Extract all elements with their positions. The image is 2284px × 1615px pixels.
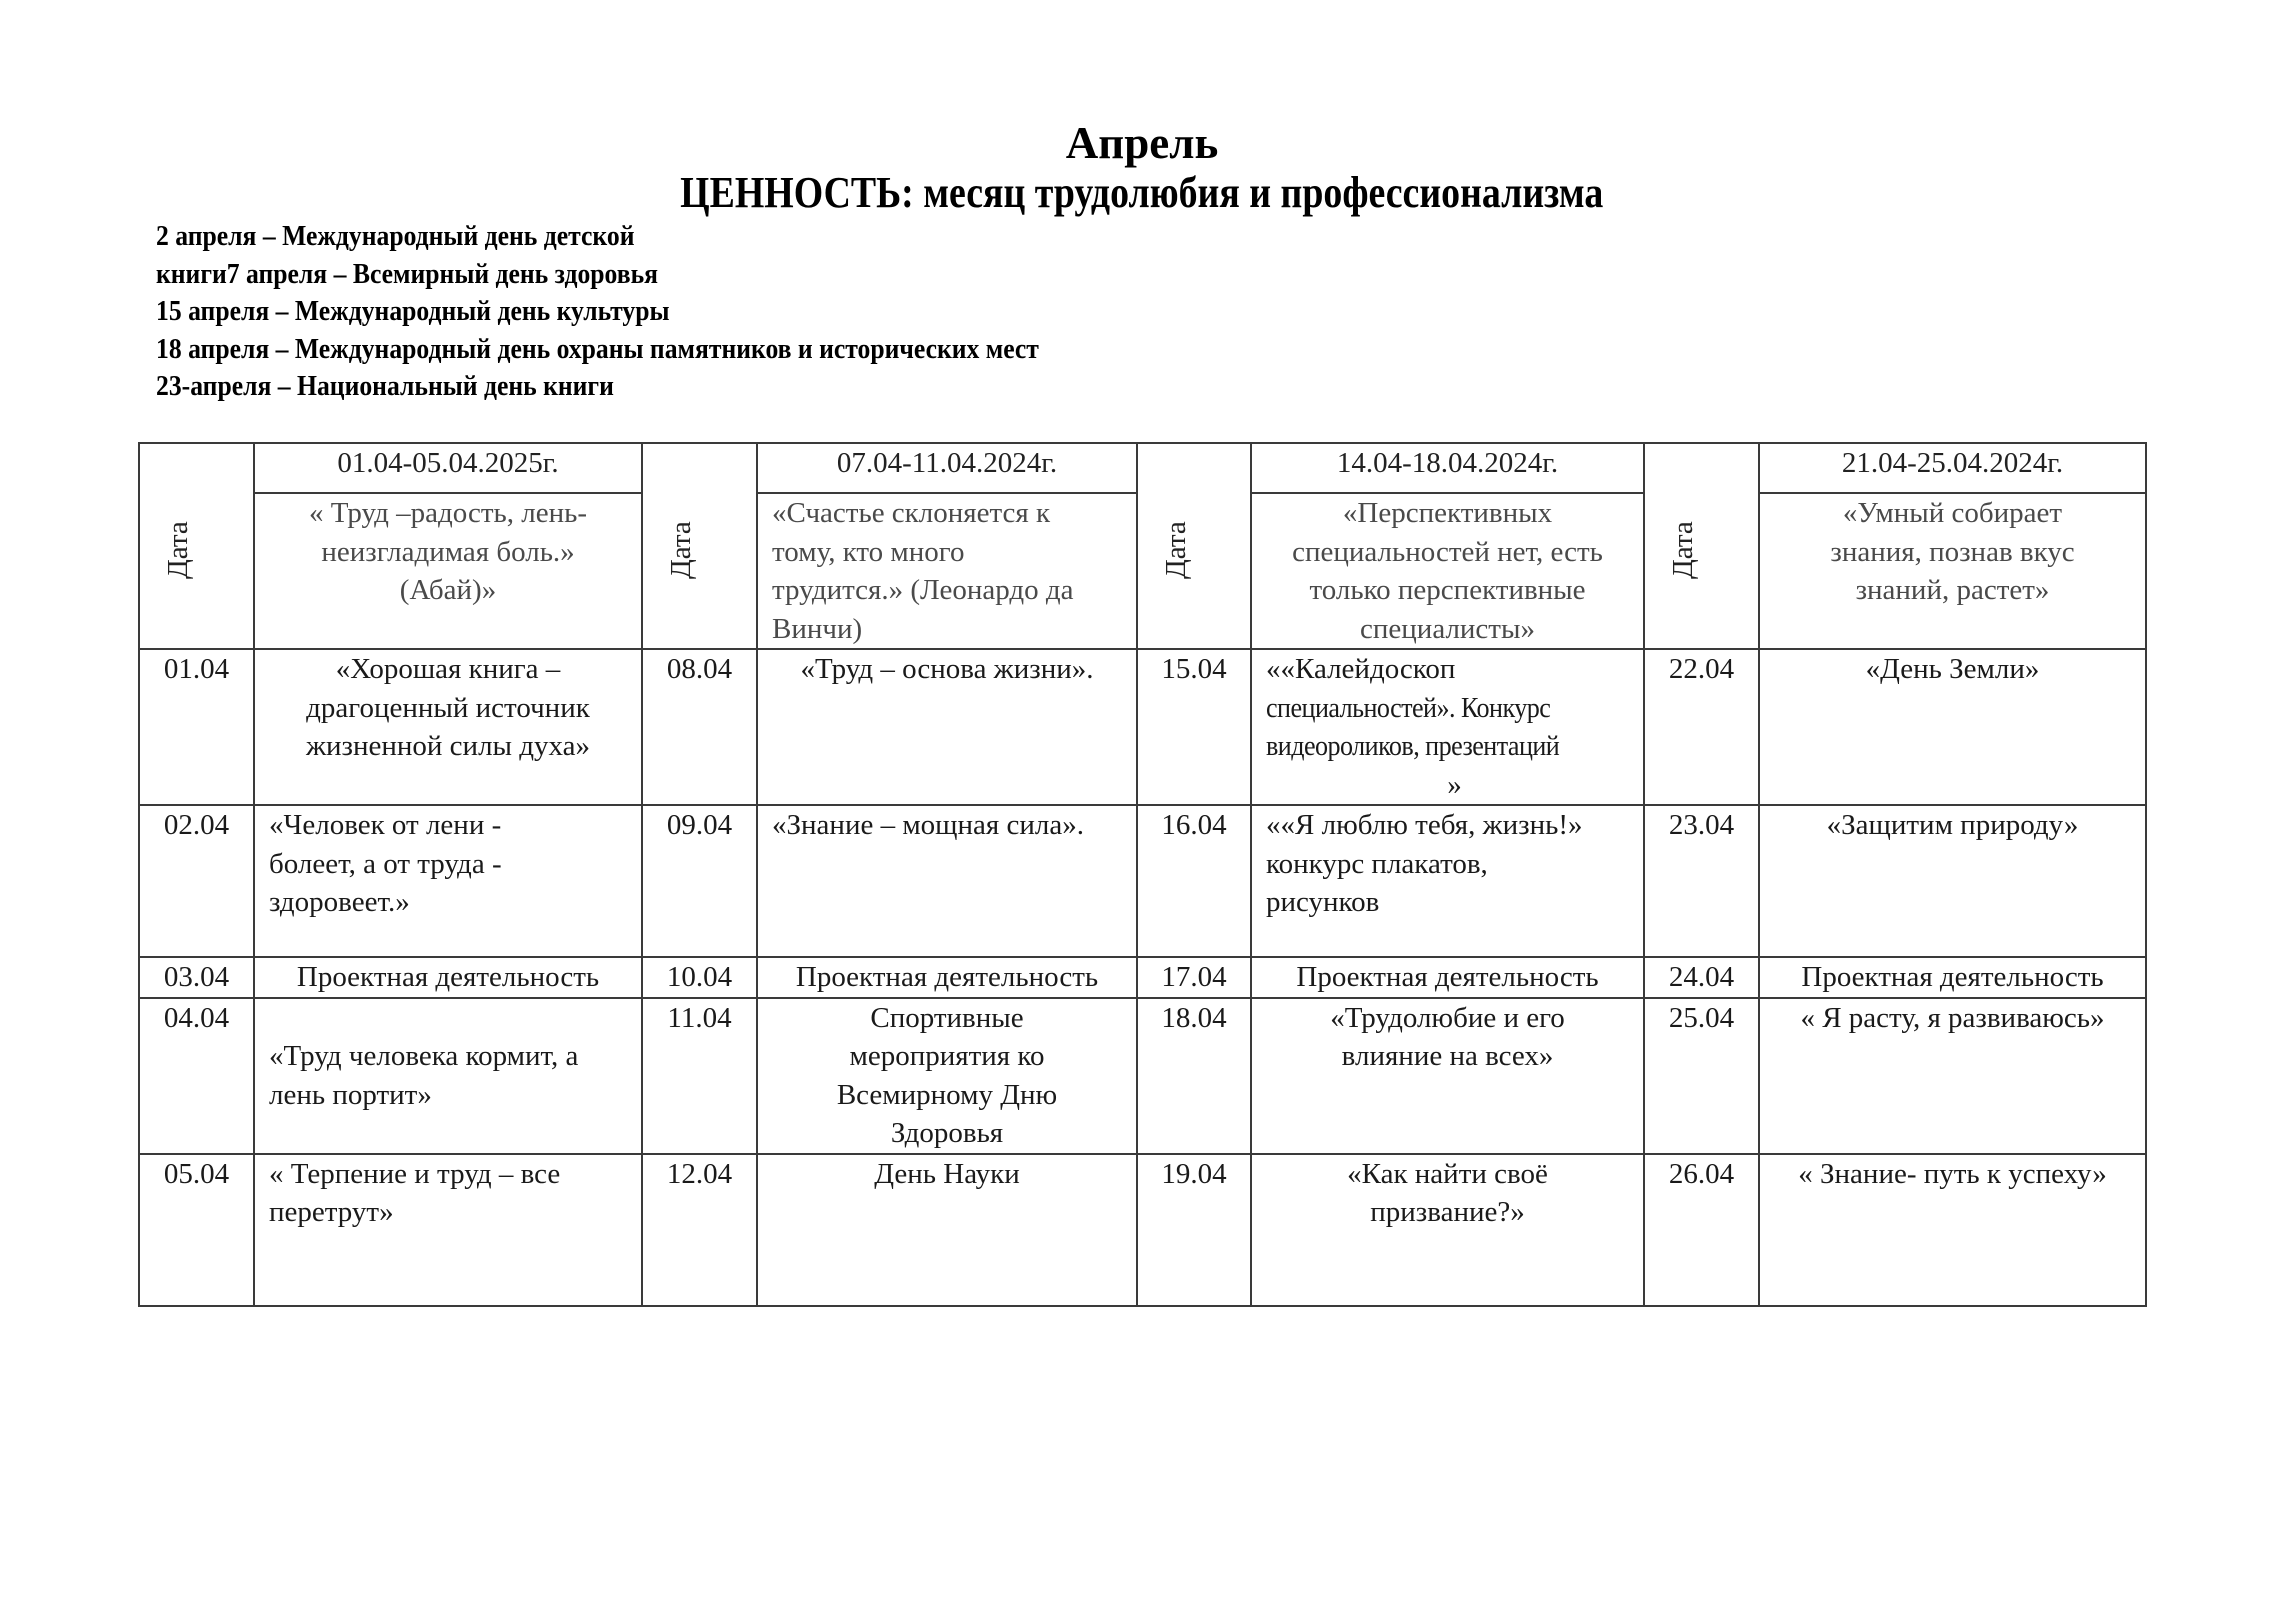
weekly-plan-table [138,442,2147,1307]
day-date-cell: 01.04 [139,649,254,805]
event-line: здоровеет.» [269,886,410,918]
event-line: «Знание – мощная сила». [772,809,1084,841]
week-range-header: 21.04-25.04.2024г. [1759,443,2146,493]
event-line: «Человек от лени - [269,809,502,841]
event-line: влияние на всех» [1341,1040,1554,1072]
day-event-cell [1251,805,1644,957]
date-column-header [1644,443,1759,649]
event-line: ««Калейдоскоп [1266,653,1456,685]
event-line: «Трудолюбие и его [1330,1001,1565,1034]
quote-line: специальностей нет, есть [1292,535,1603,568]
day-date-cell: 04.04 [139,998,254,1154]
week-range-header: 01.04-05.04.2025г. [254,443,642,493]
day-date-cell: 02.04 [139,805,254,957]
day-event-cell [254,957,642,998]
event-line: болеет, а от труда - [269,847,502,880]
event-line: « Знание- путь к успеху» [1798,1157,2107,1190]
event-line: Здоровья [890,1117,1004,1149]
week-quote [1251,493,1644,649]
event-line: Всемирному Дню [836,1078,1058,1111]
holiday-item: 2 апреля – Международный день детской [156,221,635,252]
day-date-cell: 09.04 [642,805,757,957]
day-row [139,649,2146,805]
page-title-value: ЦЕННОСТЬ: месяц трудолюбия и профессионализма [680,168,1604,217]
quote-line: «Умный собирает [1842,497,2063,529]
day-date-cell: 24.04 [1644,957,1759,998]
day-row [139,998,2146,1154]
event-line: «Как найти своё [1347,1157,1548,1190]
event-line: «Защитим природу» [1826,809,2079,841]
day-event-cell [1759,957,2146,998]
date-column-header [1137,443,1251,649]
date-column-label: Дата [1666,521,1699,579]
event-line: перетрут» [269,1196,394,1228]
quote-line: знания, познав вкус [1830,535,2075,568]
event-line: День Науки [874,1157,1020,1190]
day-date-cell: 19.04 [1137,1154,1251,1306]
day-event-cell [1251,1154,1644,1306]
event-line: « Я расту, я развиваюсь» [1800,1001,2105,1034]
day-date-cell: 11.04 [642,998,757,1154]
event-line: «Хорошая книга – [335,653,561,685]
day-row [139,805,2146,957]
date-column-header [642,443,757,649]
week-range-header: 07.04-11.04.2024г. [757,443,1137,493]
event-line: Спортивные [870,1001,1024,1034]
week-quote [254,493,642,649]
event-line: рисунков [1266,886,1380,918]
event-line: мероприятия ко [849,1040,1045,1072]
quote-line: «Перспективных [1342,497,1553,529]
day-event-cell [757,649,1137,805]
event-line: Проектная деятельность [296,961,600,993]
day-date-cell: 10.04 [642,957,757,998]
quote-line: тому, кто много [772,535,965,568]
quote-line: « Труд –радость, лень- [308,497,588,529]
day-event-cell [1759,805,2146,957]
day-event-cell [254,805,642,957]
day-date-cell: 23.04 [1644,805,1759,957]
day-event-cell [1251,649,1644,805]
event-line: жизненной силы духа» [305,730,591,762]
day-date-cell: 03.04 [139,957,254,998]
event-line: «Труд – основа жизни». [800,653,1094,685]
date-column-header [139,443,254,649]
quote-line: только перспективные [1309,574,1586,606]
day-event-cell [1759,649,2146,805]
quote-line: (Абай)» [399,574,497,606]
page-title-month: Апрель [1065,118,1219,168]
day-date-cell: 22.04 [1644,649,1759,805]
quote-line: «Счастье склоняется к [772,497,1051,529]
date-column-label: Дата [664,521,697,579]
quote-line: специалисты» [1360,612,1535,645]
event-line-text: специальностей». Конкурс [1266,691,1551,724]
holiday-list [156,218,1137,406]
day-event-cell [757,1154,1137,1306]
week-range-header: 14.04-18.04.2024г. [1251,443,1644,493]
day-date-cell: 25.04 [1644,998,1759,1154]
day-date-cell: 26.04 [1644,1154,1759,1306]
quote-line: знаний, растет» [1855,574,2050,606]
event-line: Проектная деятельность [795,961,1099,993]
day-date-cell: 05.04 [139,1154,254,1306]
quote-line: неизгладимая боль.» [321,535,575,568]
day-event-cell [757,998,1137,1154]
quote-line: Винчи) [772,612,863,645]
day-row [139,957,2146,998]
day-date-cell: 16.04 [1137,805,1251,957]
event-line: Проектная деятельность [1801,961,2104,993]
holiday-item: книги7 апреля – Всемирный день здоровья [156,258,659,290]
event-line: драгоценный источник [306,691,590,724]
quote-line: трудится.» (Леонардо да [772,574,1074,606]
event-line [1266,727,1643,766]
holiday-item: 23-апреля – Национальный день книги [156,371,614,403]
day-event-cell [254,649,642,805]
day-event-cell [254,998,642,1154]
holiday-item: 15 апреля – Международный день культуры [156,296,670,328]
event-line: лень портит» [269,1078,432,1111]
event-line: «День Земли» [1865,653,2040,685]
day-event-cell [254,1154,642,1306]
day-date-cell: 18.04 [1137,998,1251,1154]
day-event-cell [757,957,1137,998]
date-column-label: Дата [161,521,194,579]
day-event-cell [1759,1154,2146,1306]
event-line-text: видеороликов, презентаций [1266,730,1560,762]
day-event-cell [1251,998,1644,1154]
event-line: ««Я люблю тебя, жизнь!» [1266,809,1583,841]
event-line: призвание?» [1370,1196,1525,1228]
event-line [1266,689,1643,728]
day-row [139,1154,2146,1306]
week-quote [1759,493,2146,649]
day-event-cell [1251,957,1644,998]
day-date-cell: 15.04 [1137,649,1251,805]
day-date-cell: 12.04 [642,1154,757,1306]
day-date-cell: 08.04 [642,649,757,805]
event-line: «Труд человека кормит, а [269,1040,579,1072]
day-date-cell: 17.04 [1137,957,1251,998]
event-line: конкурс плакатов, [1266,847,1488,880]
week-quote [757,493,1137,649]
day-event-cell [1759,998,2146,1154]
day-event-cell [757,805,1137,957]
event-line: « Терпение и труд – все [269,1157,561,1190]
event-line: » [1447,768,1462,801]
event-line: Проектная деятельность [1296,961,1599,993]
holiday-item: 18 апреля – Международный день охраны памятников и исторических мест [156,333,1039,365]
date-column-label: Дата [1159,521,1192,579]
header-row-ranges [139,443,2146,493]
